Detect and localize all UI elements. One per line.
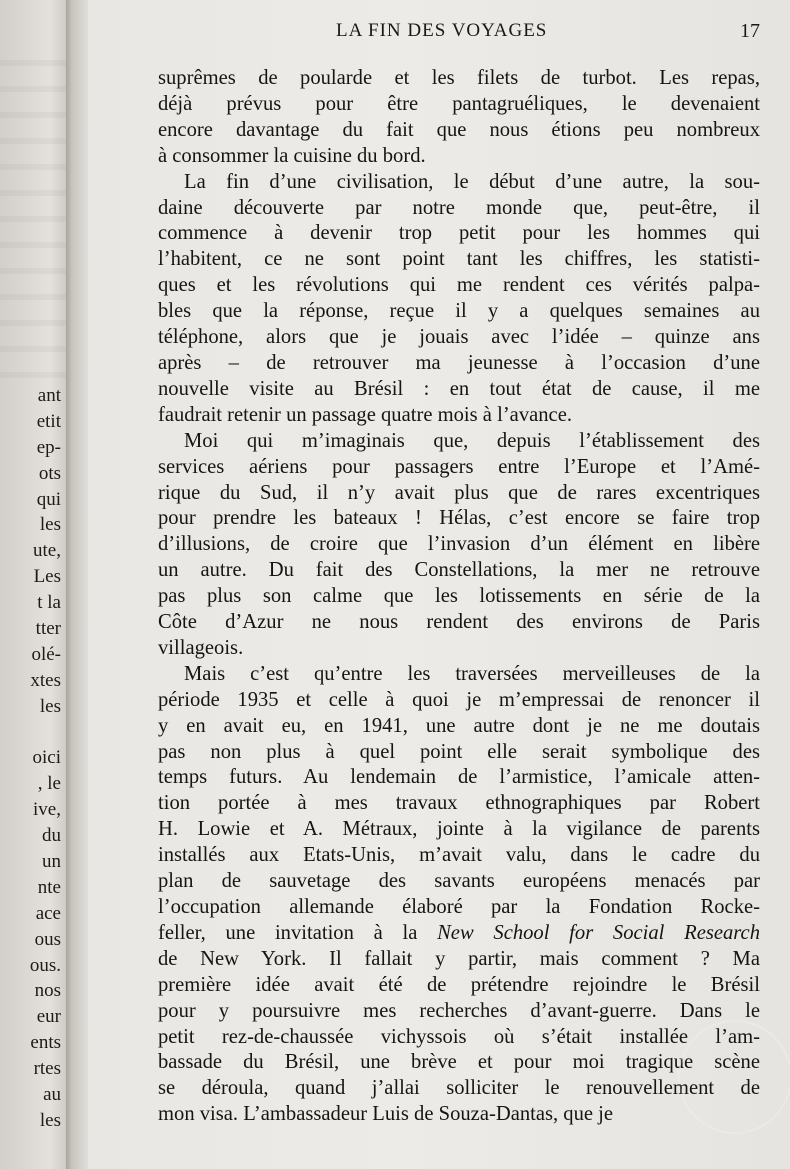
- text-line: Côte d’Azur ne nous rendent des environs de Paris: [158, 611, 760, 634]
- text-line: pas non plus à quel point elle serait symbolique des: [158, 740, 760, 763]
- previous-page-line-endings: [0, 383, 66, 1134]
- text-line: l’habitent, ce ne sont point tant les chiffres, les statisti-: [158, 248, 760, 271]
- previous-page-fragment: ents: [30, 1032, 61, 1054]
- text-line: daine découverte par notre monde que, peut-être, il: [158, 196, 760, 219]
- paragraph: [158, 429, 760, 662]
- book-gutter: [66, 0, 88, 1169]
- show-through-text: [0, 60, 66, 380]
- text-line: commence à devenir trop petit pour les hommes qui: [158, 222, 760, 245]
- text-line: pas plus son calme que les lotissements en série de la: [158, 585, 760, 608]
- text-line: H. Lowie et A. Métraux, jointe à la vigilance de parents: [158, 818, 760, 841]
- previous-page-fragment: ep-: [36, 436, 61, 458]
- text-line: période 1935 et celle à quoi je m’empressai de renoncer il: [158, 688, 760, 711]
- text-line: bles que la réponse, reçue il y a quelques semaines au: [158, 300, 760, 323]
- text-line: installés aux Etats-Unis, m’avait valu, dans le cadre du: [158, 844, 760, 867]
- text-line: téléphone, alors que je jouais avec l’idée – quinze ans: [158, 326, 760, 349]
- text-line: temps futurs. Au lendemain de l’armistice, l’amicale atten-: [158, 766, 760, 789]
- previous-page-fragment: ots: [38, 462, 61, 484]
- text-line: bassade du Brésil, une brève et pour moi tragique scène: [158, 1051, 760, 1074]
- previous-page-fragment: les: [39, 695, 61, 717]
- running-title: LA FIN DES VOYAGES: [336, 20, 548, 41]
- text-line: feller, une invitation à la New School for Social Research: [158, 921, 760, 944]
- page: [88, 0, 790, 1169]
- previous-page-fragment: au: [43, 1084, 61, 1106]
- text-line: pour prendre les bateaux ! Hélas, c’est encore se faire trop: [158, 507, 760, 530]
- previous-page-fragment: [0, 720, 66, 746]
- previous-page-fragment: nos: [34, 980, 61, 1002]
- running-head: [158, 16, 760, 46]
- previous-page-fragment: Les: [33, 566, 61, 588]
- previous-page-fragment: les: [39, 1109, 61, 1131]
- previous-page-fragment: olé-: [31, 643, 61, 665]
- previous-page-fragment: tter: [35, 618, 61, 640]
- previous-page-fragment: oici: [32, 747, 61, 769]
- text-line: première idée avait été de prétendre rejoindre le Brésil: [158, 973, 760, 996]
- previous-page-fragment: ace: [35, 902, 61, 924]
- body-text: [158, 66, 760, 1128]
- previous-page-fragment: nte: [37, 876, 61, 898]
- text-line: ques et les révolutions qui me rendent ces vérités palpa-: [158, 274, 760, 297]
- text-line: encore davantage du fait que nous étions peu nombreux: [158, 118, 760, 141]
- previous-page-fragment: qui: [36, 488, 61, 510]
- previous-page-fragment: , le: [37, 773, 61, 795]
- text-line: plan de sauvetage des savants européens menacés par: [158, 870, 760, 893]
- text-line: d’illusions, de croire que l’invasion d’un élément en libère: [158, 533, 760, 556]
- text-line: Moi qui m’imaginais que, depuis l’établissement des: [184, 429, 760, 452]
- text-line: un autre. Du fait des Constellations, la mer ne retrouve: [158, 559, 760, 582]
- previous-page-fragment: etit: [36, 410, 61, 432]
- previous-page-fragment: les: [39, 514, 61, 536]
- text-line: villageois.: [158, 636, 244, 659]
- paragraph: [158, 66, 760, 170]
- text-line: l’occupation allemande élaboré par la Fondation Rocke-: [158, 896, 760, 918]
- previous-page-fragment: ive,: [33, 799, 61, 821]
- previous-page-fragment: ous: [34, 928, 61, 950]
- page-number: 17: [740, 20, 760, 42]
- previous-page-fragment: eur: [36, 1006, 61, 1028]
- previous-page-fragment: xtes: [30, 669, 61, 691]
- text-line: de New York. Il fallait y partir, mais comment ? Ma: [158, 947, 760, 970]
- paragraph: [158, 662, 760, 1128]
- previous-page-fragment: un: [42, 851, 61, 873]
- previous-page-fragment: ant: [37, 385, 61, 406]
- previous-page-edge: [0, 0, 70, 1169]
- previous-page-fragment: ute,: [33, 540, 61, 562]
- text-line: La fin d’une civilisation, le début d’une autre, la sou-: [184, 170, 760, 193]
- previous-page-fragment: rtes: [33, 1058, 61, 1080]
- text-line: suprêmes de poularde et les filets de turbot. Les repas,: [158, 67, 760, 89]
- text-line: nouvelle visite au Brésil : en tout état de cause, il me: [158, 377, 760, 400]
- text-line: petit rez-de-chaussée vichyssois où s’était installée l’am-: [158, 1025, 760, 1048]
- previous-page-fragment: du: [42, 825, 61, 847]
- text-line: se déroula, quand j’allai solliciter le renouvellement de: [158, 1077, 760, 1100]
- text-line: après – de retrouver ma jeunesse à l’occasion d’une: [158, 351, 760, 374]
- text-line: rique du Sud, il n’y avait plus que de rares excentriques: [158, 481, 760, 504]
- text-line: faudrait retenir un passage quatre mois à l’avance.: [158, 403, 572, 426]
- text-line: tion portée à mes travaux ethnographiques par Robert: [158, 792, 760, 815]
- text-line: à consommer la cuisine du bord.: [158, 144, 426, 167]
- text-line: Mais c’est qu’entre les traversées merveilleuses de la: [184, 662, 760, 685]
- text-line: mon visa. L’ambassadeur Luis de Souza-Dantas, que je: [158, 1103, 614, 1126]
- text-line: pour y poursuivre mes recherches d’avant-guerre. Dans le: [158, 999, 760, 1022]
- previous-page-fragment: t la: [37, 592, 61, 614]
- paragraph: [158, 170, 760, 429]
- text-line: services aériens pour passagers entre l’Europe et l’Amé-: [158, 455, 760, 478]
- text-line: y en avait eu, en 1941, une autre dont je ne me doutais: [158, 714, 760, 737]
- previous-page-fragment: ous.: [29, 954, 61, 976]
- text-line: déjà prévus pour être pantagruéliques, le devenaient: [158, 92, 760, 115]
- italic-title: New School for Social Research: [437, 921, 760, 944]
